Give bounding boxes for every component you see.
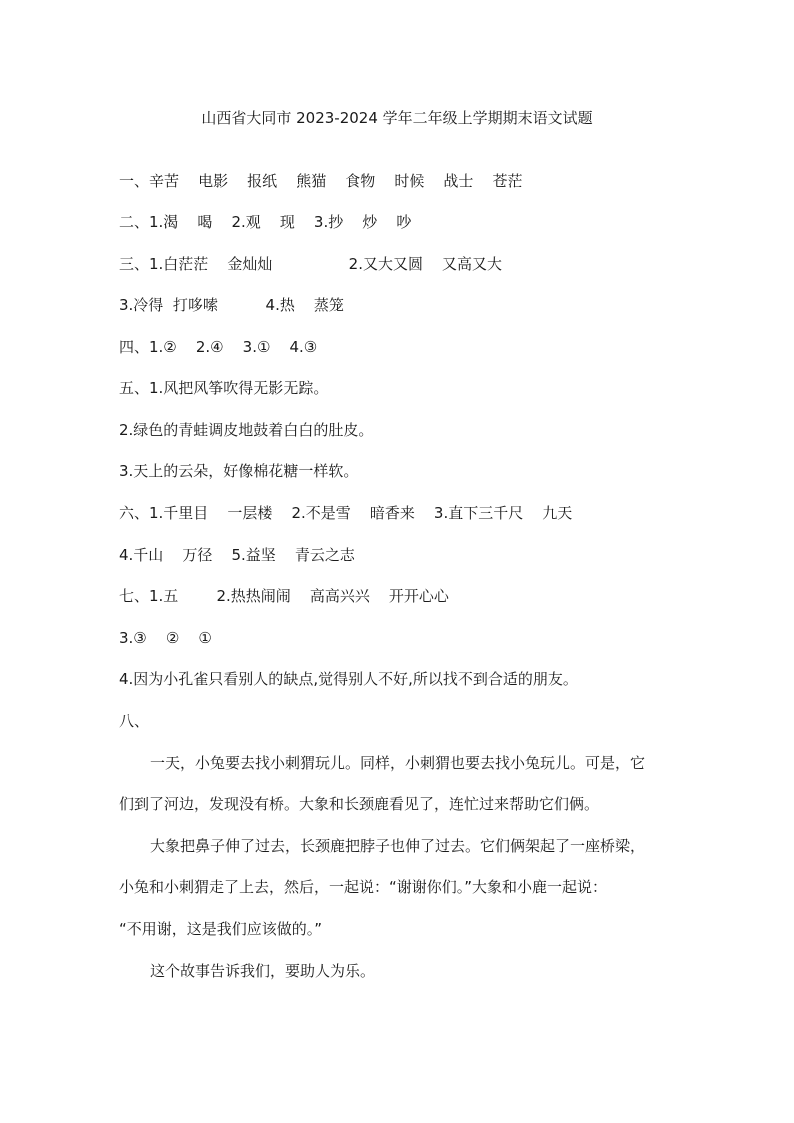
answer-section-8-heading: 八、 (119, 712, 150, 730)
answer-section-1: 一、辛苦 电影 报纸 熊猫 食物 时候 战士 苍茫 (119, 172, 523, 190)
answer-section-5-item-3: 3.天上的云朵，好像棉花糖一样软。 (119, 462, 359, 480)
answer-section-6: 六、1.千里目 一层楼 2.不是雪 暗香来 3.直下三千尺 九天 (119, 504, 573, 522)
answer-section-5: 五、1.风把风筝吹得无影无踪。 (119, 379, 329, 397)
document-title: 山西省大同市 2023-2024 学年二年级上学期期末语文试题 (201, 109, 593, 127)
story-paragraph-2-line-2: 小兔和小刺猬走了上去，然后，一起说：“谢谢你们。”大象和小鹿一起说： (119, 878, 608, 896)
story-paragraph-2-line-3: “不用谢，这是我们应该做的。” (119, 920, 323, 938)
answer-section-6-cont: 4.千山 万径 5.益坚 青云之志 (119, 546, 355, 564)
story-paragraph-1-line-1: 一天，小兔要去找小刺猬玩儿。同样，小刺猬也要去找小兔玩儿。可是，它 (150, 754, 646, 772)
answer-section-7-item-4: 4.因为小孔雀只看别人的缺点,觉得别人不好,所以找不到合适的朋友。 (119, 670, 578, 688)
story-paragraph-3: 这个故事告诉我们，要助人为乐。 (150, 962, 376, 980)
answer-section-3: 三、1.白茫茫 金灿灿 2.又大又圆 又高又大 (119, 255, 503, 273)
answer-section-7: 七、1.五 2.热热闹闹 高高兴兴 开开心心 (119, 587, 449, 605)
answer-section-5-item-2: 2.绿色的青蛙调皮地鼓着白白的肚皮。 (119, 421, 374, 439)
answer-section-4: 四、1.② 2.④ 3.① 4.③ (119, 338, 318, 356)
story-paragraph-2-line-1: 大象把鼻子伸了过去，长颈鹿把脖子也伸了过去。它们俩架起了一座桥梁， (150, 837, 646, 855)
answer-section-3-cont: 3.冷得 打哆嗦 4.热 蒸笼 (119, 296, 344, 314)
answer-section-2: 二、1.渴 喝 2.观 现 3.抄 炒 吵 (119, 213, 412, 231)
answer-section-7-item-3: 3.③ ② ① (119, 629, 212, 647)
story-paragraph-1-line-2: 们到了河边，发现没有桥。大象和长颈鹿看见了，连忙过来帮助它们俩。 (119, 795, 600, 813)
